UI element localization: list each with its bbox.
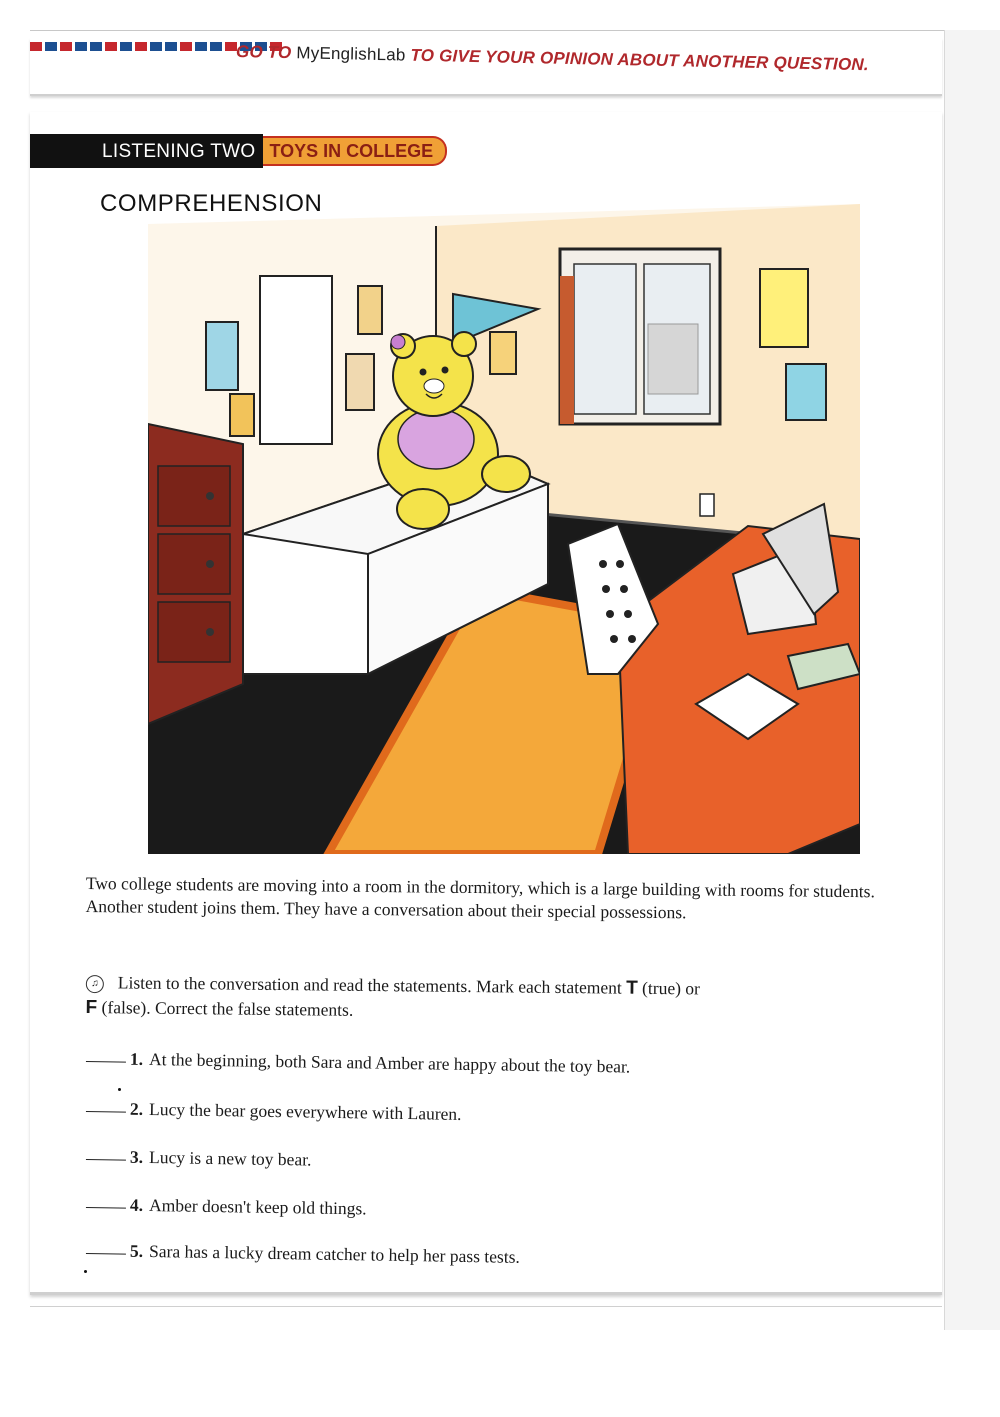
answer-blank[interactable]: [86, 1061, 126, 1063]
statement-number: 4.: [129, 1194, 144, 1215]
poster-frame: [260, 276, 332, 444]
decorative-square: [180, 42, 192, 51]
banner-rest: TO GIVE YOUR OPINION ABOUT ANOTHER QUESTION.: [405, 45, 869, 75]
dorm-room-illustration: [148, 204, 860, 854]
statement-number: 2.: [129, 1098, 144, 1119]
instructions-part2: (true) or: [637, 977, 701, 999]
statement-text: At the beginning, both Sara and Amber are happy about the toy bear.: [148, 1048, 631, 1077]
decorative-square: [120, 42, 132, 51]
print-speck: [84, 1270, 87, 1273]
statement-number: 3.: [129, 1146, 144, 1167]
decorative-square: [105, 42, 117, 51]
decorative-square: [75, 42, 87, 51]
answer-blank[interactable]: [86, 1253, 126, 1255]
decorative-square: [165, 42, 177, 51]
statement-3: [86, 1146, 312, 1171]
statement-number: 1.: [129, 1048, 144, 1069]
myenglishlab-banner: [30, 38, 942, 96]
statement-text: Lucy is a new toy bear.: [148, 1146, 312, 1170]
instructions: [85, 970, 925, 1029]
headphones-icon[interactable]: ♫: [86, 975, 104, 993]
print-speck: [118, 1088, 121, 1091]
answer-blank[interactable]: [86, 1159, 126, 1161]
statement-text: Amber doesn't keep old things.: [148, 1194, 367, 1219]
statement-2: [86, 1098, 462, 1125]
section-label: LISTENING TWO: [30, 134, 263, 168]
statement-number: 5.: [129, 1240, 144, 1261]
statement-text: Lucy the bear goes everywhere with Lauren.: [148, 1098, 462, 1124]
decorative-square: [210, 42, 222, 51]
top-rule: [30, 30, 1000, 31]
false-mark: F: [85, 996, 98, 1019]
section-header: [30, 134, 447, 168]
statement-5: [86, 1240, 520, 1268]
instructions-part1: Listen to the conversation and read the statements. Mark each statement: [117, 972, 627, 998]
answer-blank[interactable]: [86, 1207, 126, 1209]
textbook-page: [30, 112, 942, 1295]
intro-paragraph: Two college students are moving into a room in the dormitory, which is a large building with rooms for students. Another student joins them. They have a conversation about their special possessions.: [85, 872, 876, 923]
decorative-square: [60, 42, 72, 51]
decorative-square: [45, 42, 57, 51]
banner-text: [236, 42, 869, 75]
statement-text: Sara has a lucky dream catcher to help her pass tests.: [148, 1240, 521, 1267]
statement-4: [86, 1194, 367, 1219]
decorative-square: [135, 42, 147, 51]
decorative-square: [150, 42, 162, 51]
statement-1: [86, 1048, 631, 1078]
answer-blank[interactable]: [86, 1111, 126, 1113]
banner-go-to: GO TO: [235, 42, 297, 63]
section-topic: TOYS IN COLLEGE: [263, 136, 447, 166]
decorative-square: [195, 42, 207, 51]
true-mark: T: [626, 977, 638, 999]
decorative-square: [30, 42, 42, 51]
next-page-edge: [30, 1306, 942, 1417]
page-edge: [944, 30, 1000, 1330]
instructions-part3: (false). Correct the false statements.: [97, 997, 354, 1020]
comprehension-title: COMPREHENSION: [100, 190, 323, 217]
banner-myenglishlab[interactable]: MyEnglishLab: [296, 43, 406, 65]
decorative-square: [90, 42, 102, 51]
